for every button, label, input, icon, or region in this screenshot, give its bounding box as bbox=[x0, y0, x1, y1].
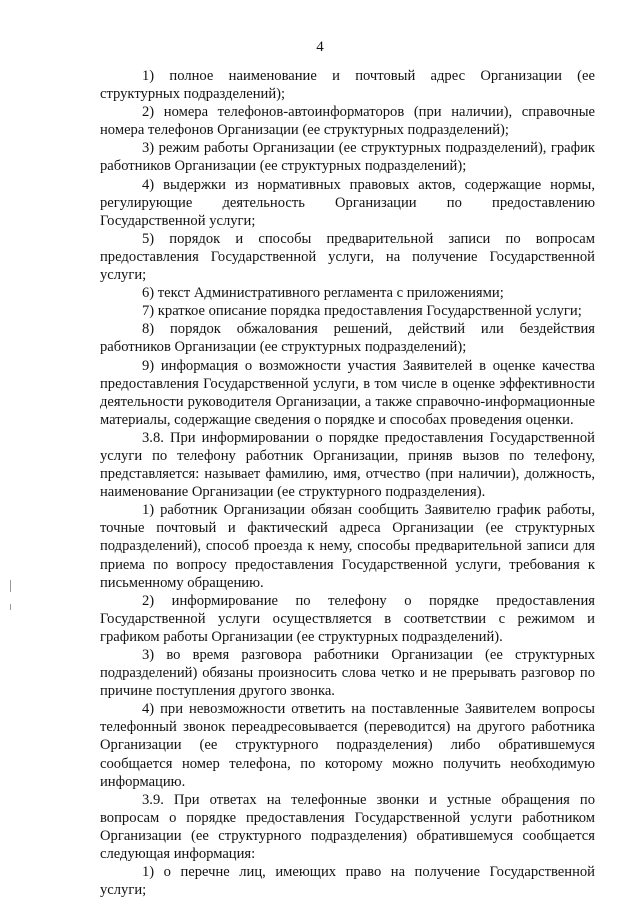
list-item: 4) выдержки из нормативных правовых актов, содержащие нормы, регулирующие деятельность Организации по предоставлению Государственной услуги; bbox=[100, 176, 595, 229]
list-item: 6) текст Административного регламента с приложениями; bbox=[142, 285, 504, 302]
list-item: 3) во время разговора работники Организации (ее структурных подразделений) обязаны произносить слова четко и не прерывать разговор по причине поступления другого звонка. bbox=[100, 647, 595, 700]
list-item: 1) работник Организации обязан сообщить Заявителю график работы, точные почтовый и фактический адреса Организации (ее структурных подразделений), способ проезда к нему, способы предварительной записи для приема по вопросу предоставления Государственной услуги, требования к письменному обращению. bbox=[100, 502, 595, 591]
scan-margin-mark bbox=[10, 580, 11, 592]
section-paragraph: 3.9. При ответах на телефонные звонки и устные обращения по вопросам о порядке предоставления Государственной услуги работником Организации (ее структурного подразделения) обратившемуся сообщается следующая информация: bbox=[100, 791, 595, 863]
list-item: 1) о перечне лиц, имеющих право на получение Государственной услуги; bbox=[100, 864, 595, 899]
section-paragraph: 3.8. При информировании о порядке предоставления Государственной услуги по телефону работник Организации, приняв вызов по телефону, представляется: называет фамилию, имя, отчество (при наличии), должность, наименование Организации (ее структурного подразделения). bbox=[100, 429, 595, 501]
list-item: 3) режим работы Организации (ее структурных подразделений), график работников Организации (ее структурных подразделений); bbox=[100, 140, 595, 175]
list-item: 8) порядок обжалования решений, действий или бездействия работников Организации (ее структурных подразделений); bbox=[100, 321, 595, 356]
list-item: 7) краткое описание порядка предоставления Государственной услуги; bbox=[142, 303, 582, 320]
scan-margin-mark bbox=[10, 604, 11, 610]
list-item: 4) при невозможности ответить на поставленные Заявителем вопросы телефонный звонок переадресовывается (переводится) на другого работника Организации (ее структурного подразделения) либо обратившемуся сообщается номер телефона, по которому можно получить необходимую информацию. bbox=[100, 701, 595, 790]
list-item: 1) полное наименование и почтовый адрес Организации (ее структурных подразделений); bbox=[100, 68, 595, 103]
list-item: 2) информирование по телефону о порядке предоставления Государственной услуги осуществляется в соответствии с режимом и графиком работы Организации (ее структурных подразделений). bbox=[100, 592, 595, 645]
list-item: 2) номера телефонов-автоинформаторов (при наличии), справочные номера телефонов Организации (ее структурных подразделений); bbox=[100, 104, 595, 139]
list-item: 9) информация о возможности участия Заявителей в оценке качества предоставления Государственной услуги, в том числе в оценке эффективности деятельности руководителя Организации, а также справочно-информационные материалы, содержащие сведения о порядке и способах проведения оценки. bbox=[100, 357, 595, 428]
page-number: 4 bbox=[316, 39, 324, 55]
document-body bbox=[100, 67, 595, 899]
list-item: 5) порядок и способы предварительной записи по вопросам предоставления Государственной услуги, на получение Государственной услуги; bbox=[100, 230, 595, 284]
